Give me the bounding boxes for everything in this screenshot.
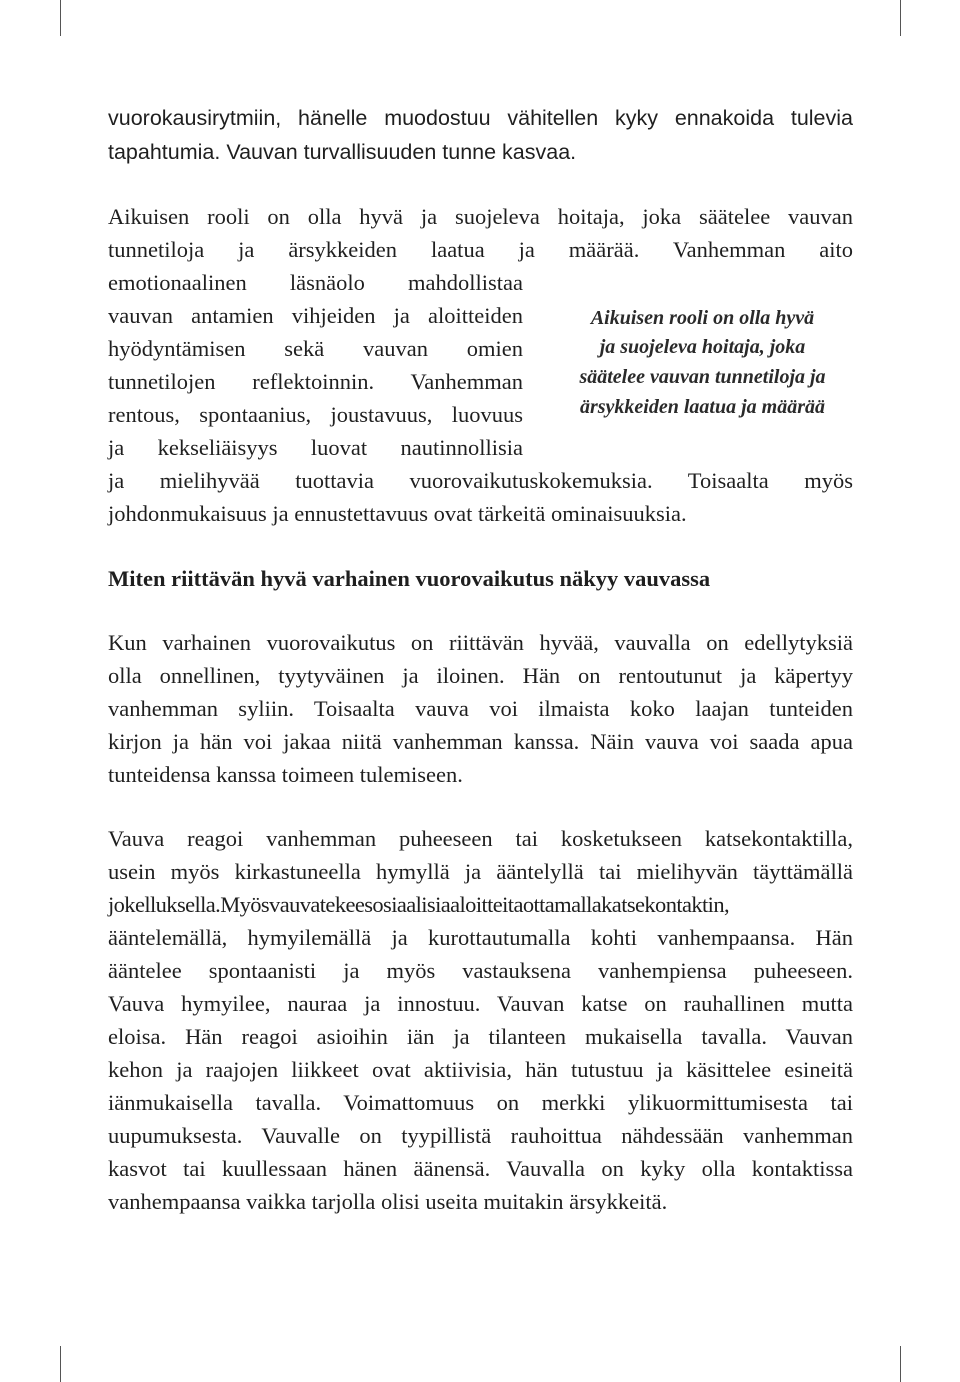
- crop-mark-top-right: [900, 0, 901, 36]
- body-text-line: usein myös kirkastuneella hymyllä ja ääntelyllä tai mielihyvän täyttämällä: [108, 859, 853, 884]
- body-text-line: jokelluksella.Myösvauvatekeesosiaalisiaaloitteitaottamallakatsekontaktin,: [108, 892, 730, 917]
- crop-mark-top-left: [60, 0, 61, 36]
- body-text-line: emotionaalinen läsnäolo mahdollistaa: [108, 270, 523, 295]
- body-text-line: tapahtumia. Vauvan turvallisuuden tunne kasvaa.: [108, 140, 577, 164]
- section-heading: Miten riittävän hyvä varhainen vuorovaikutus näkyy vauvassa: [108, 566, 711, 591]
- body-text-line: Vauva hymyilee, nauraa ja innostuu. Vauvan katse on rauhallinen mutta: [108, 991, 853, 1016]
- body-text-line: Kun varhainen vuorovaikutus on riittävän hyvää, vauvalla on edellytyksiä: [108, 630, 853, 655]
- body-text-line: kirjon ja hän voi jakaa niitä vanhemman kanssa. Näin vauva voi saada apua: [108, 729, 853, 754]
- crop-mark-bottom-right: [900, 1346, 901, 1382]
- body-text-line: eloisa. Hän reagoi asioihin iän ja tilanteen mukaisella tavalla. Vauvan: [108, 1024, 853, 1049]
- body-text-line: tunnetiloja ja ärsykkeiden laatua ja määrää. Vanhemman aito: [108, 237, 853, 262]
- body-text-line: uupumuksesta. Vauvalle on tyypillistä rauhoittua nähdessään vanhemman: [108, 1123, 853, 1148]
- body-text-line: Aikuisen rooli on olla hyvä ja suojeleva hoitaja, joka säätelee vauvan: [108, 204, 853, 229]
- body-text-line: tunnetilojen reflektoinnin. Vanhemman: [108, 369, 523, 394]
- body-text-line: Vauva reagoi vanhemman puheeseen tai kosketukseen katsekontaktilla,: [108, 826, 853, 851]
- body-text-line: hyödyntämisen sekä vauvan omien: [108, 336, 523, 361]
- body-text-line: ja mielihyvää tuottavia vuorovaikutuskokemuksia. Toisaalta myös: [108, 468, 853, 493]
- pull-quote-line: ja suojeleva hoitaja, joka: [599, 336, 806, 358]
- pull-quote-line: ärsykkeiden laatua ja määrää: [579, 396, 825, 418]
- body-text-line: johdonmukaisuus ja ennustettavuus ovat tärkeitä ominaisuuksia.: [108, 501, 687, 526]
- body-text-line: tunteidensa kanssa toimeen tulemiseen.: [108, 762, 463, 787]
- pull-quote-line: säätelee vauvan tunnetiloja ja: [579, 366, 826, 388]
- body-text-line: vauvan antamien vihjeiden ja aloitteiden: [108, 303, 523, 328]
- body-text-line: kehon ja raajojen liikkeet ovat aktiivisia, hän tutustuu ja käsittelee esineitä: [108, 1057, 853, 1082]
- body-text-line: vanhemman syliin. Toisaalta vauva voi ilmaista koko laajan tunteiden: [108, 696, 853, 721]
- body-text-line: olla onnellinen, tyytyväinen ja iloinen. Hän on rentoutunut ja käpertyy: [108, 663, 853, 688]
- pull-quote-line: Aikuisen rooli on olla hyvä: [590, 307, 815, 329]
- body-text-line: ääntelemällä, hymyilemällä ja kurottautumalla kohti vanhempaansa. Hän: [108, 925, 853, 950]
- body-text-line: ja kekseliäisyys luovat nautinnollisia: [108, 435, 523, 460]
- body-text-line: vuorokausirytmiin, hänelle muodostuu vähitellen kyky ennakoida tulevia: [108, 106, 853, 130]
- body-text-line: ääntelee spontaanisti ja myös vastauksena vanhempiensa puheeseen.: [108, 958, 853, 983]
- body-text-line: kasvot tai kuullessaan hänen äänensä. Vauvalla on kyky olla kontaktissa: [108, 1156, 853, 1181]
- body-text-line: rentous, spontaanius, joustavuus, luovuus: [108, 402, 523, 427]
- body-text-line: vanhempaansa vaikka tarjolla olisi useita muitakin ärsykkeitä.: [108, 1189, 668, 1214]
- body-text-line: iänmukaisella tavalla. Voimattomuus on merkki ylikuormittumisesta tai: [108, 1090, 853, 1115]
- crop-mark-bottom-left: [60, 1346, 61, 1382]
